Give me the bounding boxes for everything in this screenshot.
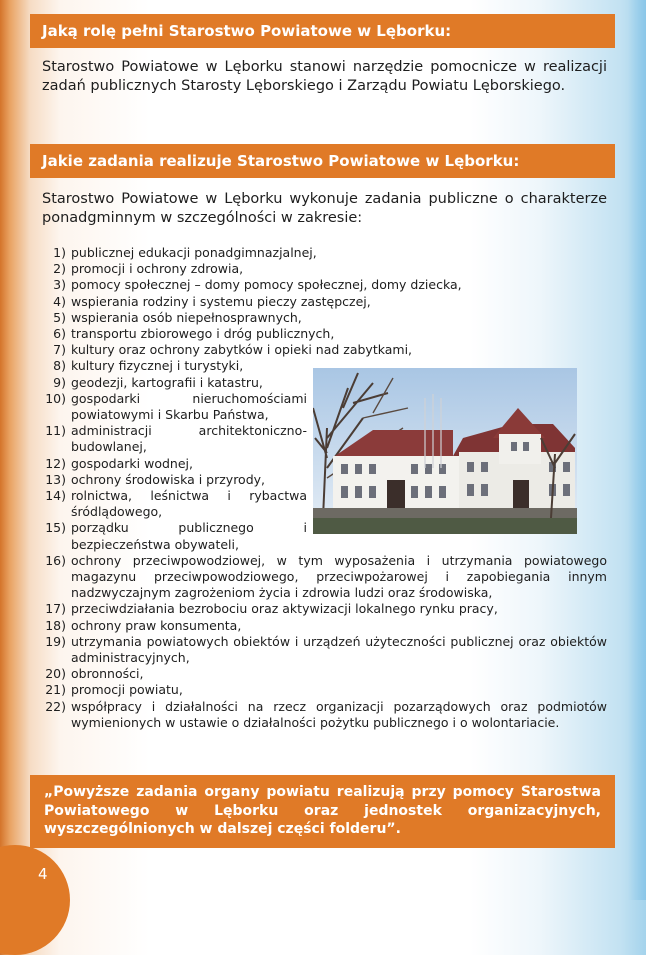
- item-text: gospodarki wodnej,: [71, 455, 193, 471]
- item-text: ochrony praw konsumenta,: [71, 617, 242, 633]
- item-text: kultury oraz ochrony zabytków i opieki nad zabytkami,: [71, 342, 413, 358]
- summary-quote-box: „Powyższe zadania organy powiatu realizują przy pomocy Starostwa Powiatowego w Lęborku oraz jednostek organizacyjnych, wyszczególnionych w dalszej części folderu”.: [30, 775, 615, 848]
- item-text: promocji powiatu,: [71, 682, 183, 698]
- item-number: 13): [45, 471, 66, 487]
- page-corner-tab: [0, 845, 70, 955]
- item-number: 16): [45, 552, 66, 568]
- item-text: obronności,: [71, 666, 144, 682]
- tasks-intro-paragraph: Starostwo Powiatowe w Lęborku wykonuje zadania publiczne o charakterze ponadgminnym w szczególności w zakresie:: [42, 191, 607, 226]
- item-number: 11): [45, 423, 66, 439]
- item-number: 9): [53, 374, 66, 390]
- item-number: 22): [45, 698, 66, 714]
- item-number: 21): [45, 682, 66, 698]
- item-text: rolnictwa, leśnictwa i rybactwa śródlądowego,: [71, 488, 307, 520]
- list-item: [42, 601, 607, 617]
- list-item: [42, 294, 607, 310]
- list-item: [42, 553, 607, 602]
- item-number: 18): [45, 617, 66, 633]
- item-number: 20): [45, 666, 66, 682]
- item-number: 15): [45, 520, 66, 536]
- item-number: 12): [45, 455, 66, 471]
- item-text: kultury fizycznej i turystyki,: [71, 358, 244, 374]
- item-number: 17): [45, 601, 66, 617]
- starostwo-building-photo: [313, 368, 577, 534]
- list-item: [42, 342, 607, 358]
- item-text: geodezji, kartografii i katastru,: [71, 374, 263, 390]
- list-item: [42, 666, 607, 682]
- list-item: [42, 261, 607, 277]
- item-number: 7): [53, 342, 66, 358]
- item-text: wspierania osób niepełnosprawnych,: [71, 309, 302, 325]
- section-heading-tasks: Jakie zadania realizuje Starostwo Powiatowe w Lęborku:: [30, 144, 615, 178]
- item-text: promocji i ochrony zdrowia,: [71, 261, 244, 277]
- item-number: 6): [53, 326, 66, 342]
- item-number: 5): [53, 309, 66, 325]
- item-text: transportu zbiorowego i dróg publicznych,: [71, 326, 335, 342]
- list-item: [42, 699, 607, 731]
- item-text: współpracy i działalności na rzecz organizacji pozarządowych oraz podmiotów wymienionych w ustawie o działalności pożytku publicznego i o wolontariacie.: [71, 698, 607, 730]
- list-item: [42, 634, 607, 666]
- item-number: 2): [53, 261, 66, 277]
- item-text: publicznej edukacji ponadgimnazjalnej,: [71, 245, 317, 260]
- item-text: administracji architektoniczno-budowlanej,: [71, 423, 307, 455]
- item-number: 14): [45, 488, 66, 504]
- list-item: [42, 277, 607, 293]
- role-paragraph: Starostwo Powiatowe w Lęborku stanowi narzędzie pomocnicze w realizacji zadań publicznych Starosty Lęborskiego i Zarządu Powiatu Lęborskiego.: [42, 59, 607, 94]
- item-number: 3): [53, 277, 66, 293]
- item-text: wspierania rodziny i systemu pieczy zastępczej,: [71, 293, 371, 309]
- list-item: [42, 682, 607, 698]
- page-number: 4: [38, 865, 48, 883]
- item-text: przeciwdziałania bezrobociu oraz aktywizacji lokalnego rynku pracy,: [71, 601, 498, 617]
- item-text: ochrony przeciwpowodziowej, w tym wyposażenia i utrzymania powiatowego magazynu przeciwpowodziowego, przeciwpożarowej i zapobiegania innym nadzwyczajnym zagrożeniom życia i zdrowia ludzi oraz środowiska,: [71, 552, 607, 601]
- item-text: ochrony środowiska i przyrody,: [71, 471, 266, 487]
- list-item: [42, 245, 607, 261]
- item-text: utrzymania powiatowych obiektów i urządzeń użyteczności publicznej oraz obiektów administracyjnych,: [71, 633, 607, 666]
- item-text: porządku publicznego i bezpieczeństwa obywateli,: [71, 520, 307, 552]
- item-text: pomocy społecznej – domy pomocy społecznej, domy dziecka,: [71, 277, 462, 293]
- list-item: [42, 326, 607, 342]
- item-number: 19): [45, 633, 66, 649]
- section-heading-role: Jaką rolę pełni Starostwo Powiatowe w Lęborku:: [30, 14, 615, 48]
- item-number: 4): [53, 293, 66, 309]
- list-item: [42, 618, 607, 634]
- item-number: 8): [53, 358, 66, 374]
- list-item: [42, 310, 607, 326]
- item-number: 10): [45, 390, 66, 406]
- right-edge-decoration: [628, 0, 646, 900]
- item-number: 1): [53, 245, 66, 260]
- item-text: gospodarki nieruchomościami powiatowymi i Skarbu Państwa,: [71, 390, 307, 423]
